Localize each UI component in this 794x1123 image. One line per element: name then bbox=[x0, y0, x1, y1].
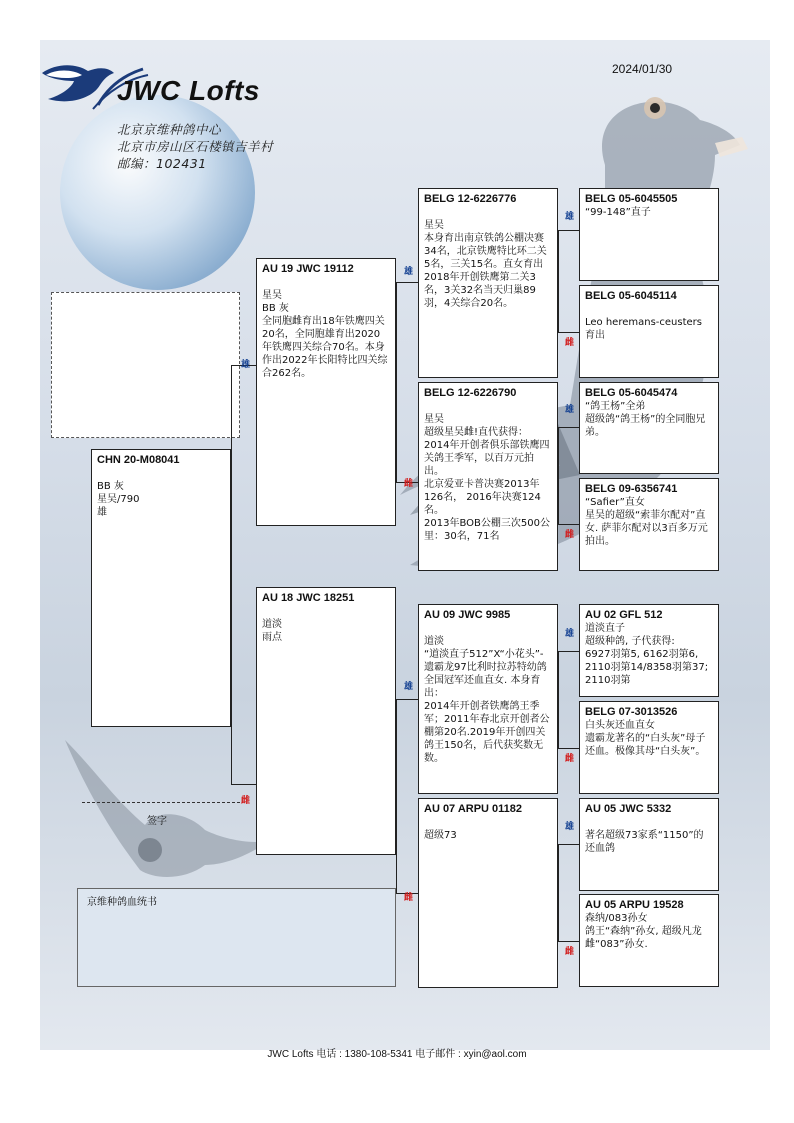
notes-title: 京维种鸽血统书 bbox=[87, 897, 157, 908]
pigeon-description: 森纳/083孙女 鸽王“森纳”孙女, 超级凡龙雌“083”孙女. bbox=[585, 913, 702, 950]
pedigree-box-dds bbox=[579, 798, 719, 891]
ring-number: AU 02 GFL 512 bbox=[585, 609, 663, 621]
pigeon-description: 道淡 雨点 bbox=[262, 619, 282, 643]
sire-marker: 雄 bbox=[565, 212, 575, 222]
pedigree-box-dss bbox=[579, 604, 719, 697]
dam-marker: 雌 bbox=[404, 893, 414, 903]
ring-number: AU 07 ARPU 01182 bbox=[424, 803, 523, 815]
pedigree-box-dsd bbox=[579, 701, 719, 794]
ring-number: BELG 09-6356741 bbox=[585, 483, 678, 495]
ring-number: BELG 07-3013526 bbox=[585, 706, 678, 718]
dam-marker: 雌 bbox=[565, 947, 575, 957]
pedigree-box-sire-dam bbox=[418, 382, 558, 571]
pedigree-box-sire bbox=[256, 258, 396, 526]
pigeon-description: “99-148”直子 bbox=[585, 207, 651, 218]
connector bbox=[558, 427, 580, 525]
notes-box bbox=[77, 888, 396, 987]
pigeon-description: “鸽王杨”全弟 超级鸽“鸽王杨”的全同胞兄弟。 bbox=[585, 401, 706, 438]
pigeon-description: 星吴 本身育出南京铁鸽公棚决赛34名，北京铁鹰特比环二关5名，三关15名。直女育出2018年开创铁鹰第二关3名，3关32名当天归巢89羽，4关综合20名。 bbox=[424, 220, 547, 309]
ring-number: AU 18 JWC 18251 bbox=[262, 592, 355, 604]
pedigree-box-ddd bbox=[579, 894, 719, 987]
ring-number: BELG 05-6045474 bbox=[585, 387, 678, 399]
ring-number: AU 05 ARPU 19528 bbox=[585, 899, 684, 911]
pigeon-description: 星吴 BB 灰 全同胞雌育出18年铁鹰四关20名，全同胞雄育出2020年铁鹰四关综合70名。本身作出2022年长阳特比四关综合262名。 bbox=[262, 290, 388, 379]
ring-number: BELG 05-6045114 bbox=[585, 290, 677, 302]
pedigree-box-subject bbox=[91, 449, 231, 727]
pigeon-description: 白头灰还血直女 遗霸龙著名的“白头灰”母子还血。极像其母“白头灰”。 bbox=[585, 720, 706, 757]
address-line-2: 北京市房山区石楼镇吉羊村 bbox=[117, 139, 274, 154]
connector bbox=[396, 282, 419, 483]
dam-marker: 雌 bbox=[565, 754, 575, 764]
logo-title: JWC Lofts bbox=[117, 75, 260, 106]
signature-line bbox=[82, 802, 240, 803]
pedigree-box-ssd bbox=[579, 285, 719, 378]
document-date: 2024/01/30 bbox=[612, 62, 673, 76]
ring-number: AU 09 JWC 9985 bbox=[424, 609, 511, 621]
connector bbox=[231, 365, 257, 785]
pedigree-box-dam-sire bbox=[418, 604, 558, 794]
ring-number: BELG 12-6226790 bbox=[424, 387, 517, 399]
connector bbox=[558, 844, 580, 942]
sire-marker: 雄 bbox=[404, 682, 414, 692]
dam-marker: 雌 bbox=[404, 479, 414, 489]
pigeon-description: “Safier”直女 星吴的超级“索菲尔配对”直女. 萨菲尔配对以3百多万元拍出。 bbox=[585, 497, 708, 547]
sire-marker: 雄 bbox=[404, 267, 414, 277]
connector bbox=[396, 699, 419, 894]
sire-marker: 雄 bbox=[565, 405, 575, 415]
ring-number: BELG 05-6045505 bbox=[585, 193, 678, 205]
connector bbox=[558, 230, 580, 333]
ring-number: BELG 12-6226776 bbox=[424, 193, 517, 205]
pigeon-photo-placeholder bbox=[51, 292, 240, 438]
footer-contact: JWC Lofts 电话 : 1380-108-5341 电子邮件 : xyin@aol.com bbox=[267, 1049, 527, 1060]
dam-marker: 雌 bbox=[241, 796, 251, 806]
pedigree-box-dam bbox=[256, 587, 396, 855]
pigeon-description: 星吴 超级星吴雌!直代获得：2014年开创者俱乐部铁鹰四关鸽王季军，以百万元拍出。 北京爱亚卡普决赛2013年126名， 2016年决赛124名。 2013年BOB公棚三次500公里：30名，71名 bbox=[424, 414, 550, 542]
pedigree-box-sdd bbox=[579, 478, 719, 571]
ring-number: CHN 20-M08041 bbox=[97, 454, 180, 466]
pigeon-description: Leo heremans-ceusters 育出 bbox=[585, 317, 702, 341]
ring-number: AU 19 JWC 19112 bbox=[262, 263, 354, 275]
pedigree-box-sds bbox=[579, 382, 719, 474]
ring-number: AU 05 JWC 5332 bbox=[585, 803, 672, 815]
sire-marker: 雄 bbox=[241, 360, 251, 370]
signature-label: 签字 bbox=[147, 816, 167, 827]
pedigree-box-dam-dam bbox=[418, 798, 558, 988]
address-line-1: 北京京维种鸽中心 bbox=[117, 122, 222, 137]
dam-marker: 雌 bbox=[565, 530, 575, 540]
pedigree-box-sire-sire bbox=[418, 188, 558, 378]
pigeon-description: 著名超级73家系“1150”的还血鸽 bbox=[585, 830, 704, 854]
pigeon-description: 道淡 “道淡直子512”X“小花头”-遗霸龙97比利时拉苏特幼鸽全国冠军还血直女. 本身育出： 2014年开创者铁鹰鸽王季军；2011年春北京开创者公棚第20名.2019年开创四关鸽王150名，后代获奖数无数。 bbox=[424, 636, 550, 764]
dam-marker: 雌 bbox=[565, 338, 575, 348]
pigeon-description: 超级73 bbox=[424, 830, 457, 841]
pigeon-description: BB 灰 星吴/790 雄 bbox=[97, 481, 140, 518]
pigeon-description: 道淡直子 超级种鸽, 子代获得: 6927羽第5, 6162羽第6, 2110羽第14/8358羽第37; 2110羽第 bbox=[585, 623, 709, 686]
address-line-3: 邮编：102431 bbox=[117, 156, 207, 171]
pedigree-box-sss bbox=[579, 188, 719, 281]
sire-marker: 雄 bbox=[565, 822, 575, 832]
sire-marker: 雄 bbox=[565, 629, 575, 639]
connector bbox=[558, 651, 580, 749]
